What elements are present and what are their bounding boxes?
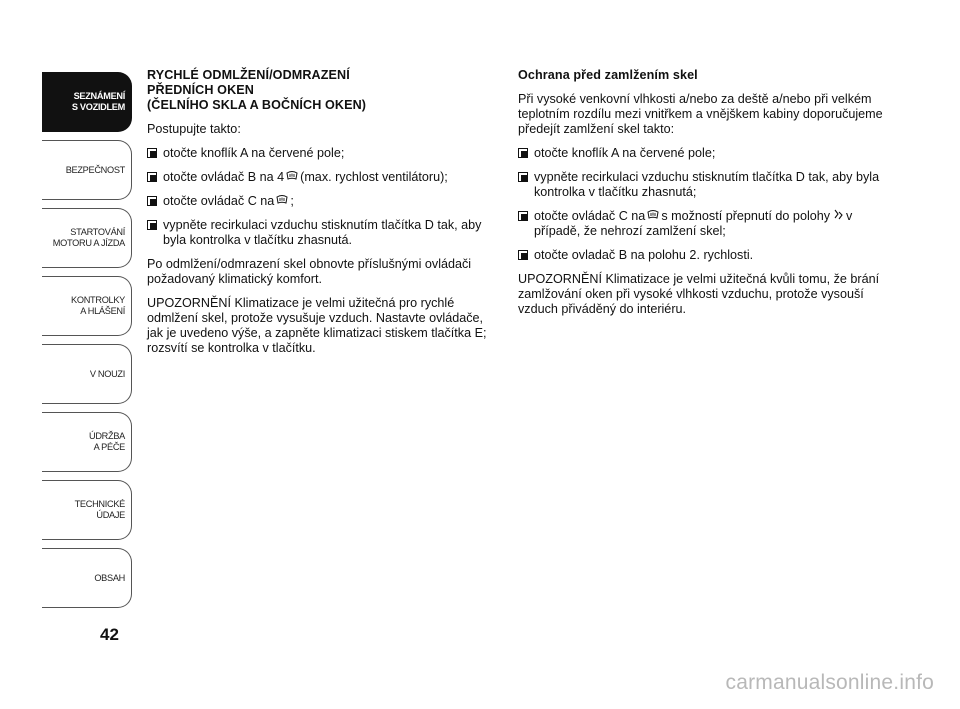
list-item bbox=[518, 248, 883, 263]
list-item-text: v případě, že nehrozí zamlžení skel; bbox=[534, 209, 853, 238]
heading-line: RYCHLÉ ODMLŽENÍ/ODMRAZENÍ bbox=[147, 68, 350, 82]
bullet-square-icon bbox=[147, 172, 157, 182]
tab-label: BEZPEČNOST bbox=[65, 164, 125, 175]
page-number: 42 bbox=[100, 625, 119, 644]
paragraph: Po odmlžení/odmrazení skel obnovte příslušnými ovládači požadovaný klimatický komfort. bbox=[147, 257, 472, 286]
list-item bbox=[147, 194, 497, 209]
list-item-text: vypněte recirkulaci vzduchu stisknutím tlačítka D tak, aby byla kontrolka v tlačítku zhasnutá; bbox=[534, 170, 880, 199]
list-item-text: otočte ovládač C na bbox=[534, 209, 646, 223]
list-item bbox=[518, 146, 883, 161]
left-column bbox=[147, 68, 497, 365]
tab-technicke-udaje[interactable] bbox=[42, 480, 132, 540]
section-heading: Ochrana před zamlžením skel bbox=[518, 68, 698, 82]
tab-bezpecnost[interactable] bbox=[42, 140, 132, 200]
list-item-text: ; bbox=[290, 194, 294, 208]
warning-paragraph: UPOZORNĚNÍ Klimatizace je velmi užitečná kvůli tomu, že brání zamlžování oken při vysoké vlhkosti vzduchu, protože vysouší vzduch přiváděný do interiéru. bbox=[518, 272, 880, 316]
list-item-text: otočte ovladač B na polohu 2. rychlosti. bbox=[534, 248, 754, 262]
watermark: carmanualsonline.info bbox=[725, 671, 934, 694]
tab-startovani[interactable] bbox=[42, 208, 132, 268]
list-item-text: vypněte recirkulaci vzduchu stisknutím tlačítka D tak, aby byla kontrolka v tlačítku zhasnutá. bbox=[163, 218, 482, 247]
section-heading bbox=[147, 68, 497, 113]
list-item-text: otočte ovládač C na bbox=[163, 194, 275, 208]
heading-line: PŘEDNÍCH OKEN bbox=[147, 83, 254, 97]
tab-label: KONTROLKY A HLÁŠENÍ bbox=[71, 295, 125, 316]
tab-kontrolky[interactable] bbox=[42, 276, 132, 336]
list-item bbox=[147, 170, 497, 185]
warning-paragraph: UPOZORNĚNÍ Klimatizace je velmi užitečná pro rychlé odmlžení skel, protože vysušuje vzduch. Nastavte ovládače, jak je uvedeno výše, a zapněte klimatizaci stiskem tlačítka E; rozsvítí se kontrolka v tlačítku. bbox=[147, 296, 487, 355]
windshield-defrost-icon bbox=[276, 194, 288, 206]
windshield-defrost-icon bbox=[647, 209, 659, 221]
list-item-text: s možností přepnutí do polohy bbox=[661, 209, 831, 223]
list-item bbox=[147, 218, 497, 248]
bullet-square-icon bbox=[147, 148, 157, 158]
list-item bbox=[518, 209, 883, 239]
bullet-square-icon bbox=[147, 220, 157, 230]
tab-seznameni-s-vozidlem[interactable] bbox=[42, 72, 132, 132]
intro-text: Při vysoké venkovní vlhkosti a/nebo za deště a/nebo při velkém teplotním rozdílu mezi vnitřkem a vnějškem kabiny doporučujeme předejít zamlžení skel takto: bbox=[518, 92, 883, 136]
tab-label: TECHNICKÉ ÚDAJE bbox=[74, 499, 125, 520]
tab-label: ÚDRŽBA A PÉČE bbox=[89, 431, 125, 452]
intro-text: Postupujte takto: bbox=[147, 122, 241, 136]
right-column bbox=[518, 68, 883, 326]
tab-label: SEZNÁMENÍ S VOZIDLEM bbox=[71, 91, 125, 112]
bullet-square-icon bbox=[147, 196, 157, 206]
tab-udrzba[interactable] bbox=[42, 412, 132, 472]
list-item bbox=[147, 146, 497, 161]
list-item-text: otočte knoflík A na červené pole; bbox=[534, 146, 716, 160]
tab-v-nouzi[interactable] bbox=[42, 344, 132, 404]
heading-line: (ČELNÍHO SKLA A BOČNÍCH OKEN) bbox=[147, 98, 367, 112]
bullet-square-icon bbox=[518, 172, 528, 182]
tab-label: OBSAH bbox=[94, 572, 125, 583]
list-item-text: (max. rychlost ventilátoru); bbox=[300, 170, 448, 184]
windshield-defrost-icon bbox=[286, 170, 298, 182]
section-sidebar bbox=[42, 72, 132, 616]
tab-label: V NOUZI bbox=[89, 368, 125, 379]
feet-windshield-icon bbox=[832, 209, 844, 221]
bullet-square-icon bbox=[518, 250, 528, 260]
list-item-text: otočte ovládač B na 4 bbox=[163, 170, 285, 184]
bullet-square-icon bbox=[518, 211, 528, 221]
tab-label: STARTOVÁNÍ MOTORU A JÍZDA bbox=[52, 227, 125, 248]
tab-obsah[interactable] bbox=[42, 548, 132, 608]
list-item-text: otočte knoflík A na červené pole; bbox=[163, 146, 345, 160]
bullet-square-icon bbox=[518, 148, 528, 158]
list-item bbox=[518, 170, 883, 200]
